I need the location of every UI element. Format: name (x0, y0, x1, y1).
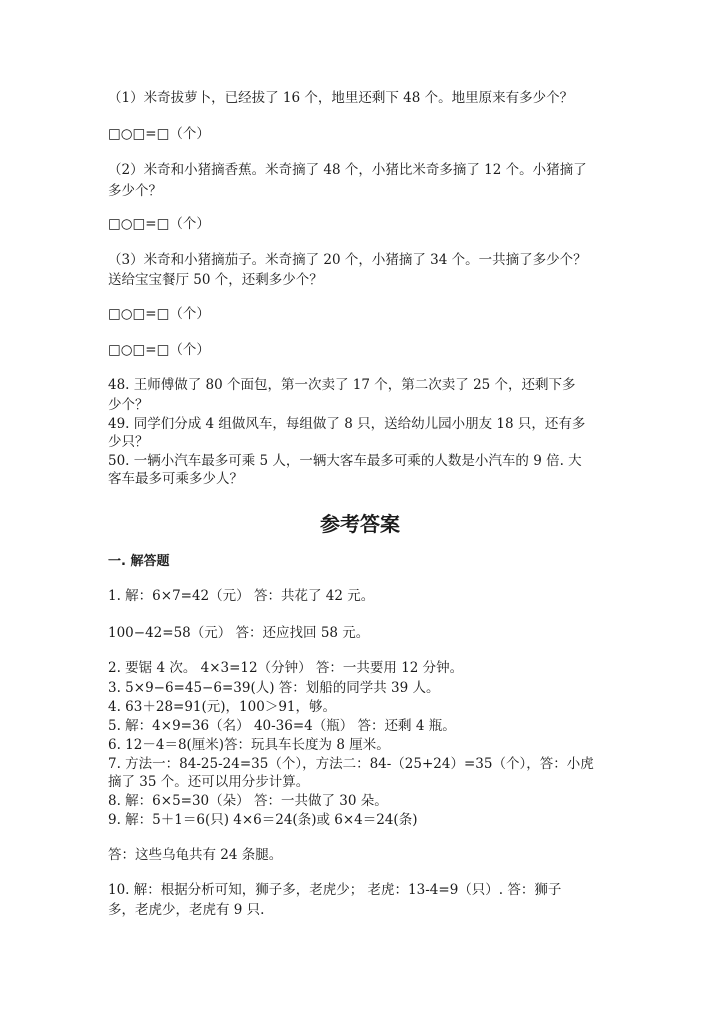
answer-8: 8. 解：6×5=30（朵） 答：一共做了 30 朵。 (108, 793, 388, 809)
question-2-text-line2: 多少个？ (108, 183, 162, 199)
answer-5: 5. 解：4×9=36（名） 40-36=4（瓶） 答：还剩 4 瓶。 (108, 718, 456, 734)
question-49-line1: 49. 同学们分成 4 组做风车，每组做了 8 只，送给幼儿园小朋友 18 只，还有多 (108, 416, 586, 432)
answer-9: 9. 解：5＋1＝6(只) 4×6＝24(条)或 6×4＝24(条) (108, 812, 418, 828)
question-3-formula-2: □○□=□（个） (108, 342, 210, 358)
answer-7-line2: 摘了 35 个。还可以用分步计算。 (108, 774, 310, 790)
question-48-line1: 48. 王师傅做了 80 个面包，第一次卖了 17 个，第二次卖了 25 个，还剩下多 (108, 377, 576, 393)
question-1-formula: □○□=□（个） (108, 126, 210, 142)
question-1-text: （1）米奇拔萝卜，已经拔了 16 个，地里还剩下 48 个。地里原来有多少个？ (108, 90, 574, 106)
answer-1-line2: 100−42=58（元） 答：还应找回 58 元。 (108, 625, 370, 641)
answer-3: 3. 5×9−6=45−6=39(人) 答：划船的同学共 39 人。 (108, 680, 440, 696)
answer-4: 4. 63＋28=91(元)，100＞91，够。 (108, 699, 336, 715)
answer-2: 2. 要锯 4 次。 4×3=12（分钟） 答：一共要用 12 分钟。 (108, 660, 464, 676)
answers-title: 参考答案 (320, 512, 400, 536)
question-50-line2: 客车最多可乘多少人？ (108, 471, 243, 487)
answer-7-line1: 7. 方法一：84-25-24=35（个），方法二：84-（25+24）=35（个），答：小虎 (108, 756, 594, 772)
answers-section-heading: 一. 解答题 (108, 554, 170, 569)
answer-6: 6. 12－4＝8(厘米)答：玩具车长度为 8 厘米。 (108, 737, 390, 753)
question-48-line2: 少个？ (108, 397, 149, 413)
answer-10-line2: 多，老虎少，老虎有 9 只. (108, 902, 265, 918)
question-49-line2: 少只？ (108, 434, 149, 450)
question-2-formula: □○□=□（个） (108, 216, 210, 232)
question-3-formula-1: □○□=□（个） (108, 306, 210, 322)
answer-10-line1: 10. 解：根据分析可知，狮子多，老虎少； 老虎：13-4=9（只）. 答：狮子 (108, 882, 562, 898)
question-50-line1: 50. 一辆小汽车最多可乘 5 人，一辆大客车最多可乘的人数是小汽车的 9 倍. 大 (108, 453, 582, 469)
answer-9-conclusion: 答：这些乌龟共有 24 条腿。 (108, 847, 283, 863)
question-3-text-line1: （3）米奇和小猪摘茄子。米奇摘了 20 个，小猪摘了 34 个。一共摘了多少个？ (108, 252, 587, 268)
question-3-text-line2: 送给宝宝餐厅 50 个，还剩多少个？ (108, 272, 323, 288)
question-2-text-line1: （2）米奇和小猪摘香蕉。米奇摘了 48 个，小猪比米奇多摘了 12 个。小猪摘了 (108, 162, 587, 178)
answer-1-line1: 1. 解：6×7=42（元） 答：共花了 42 元。 (108, 588, 375, 604)
